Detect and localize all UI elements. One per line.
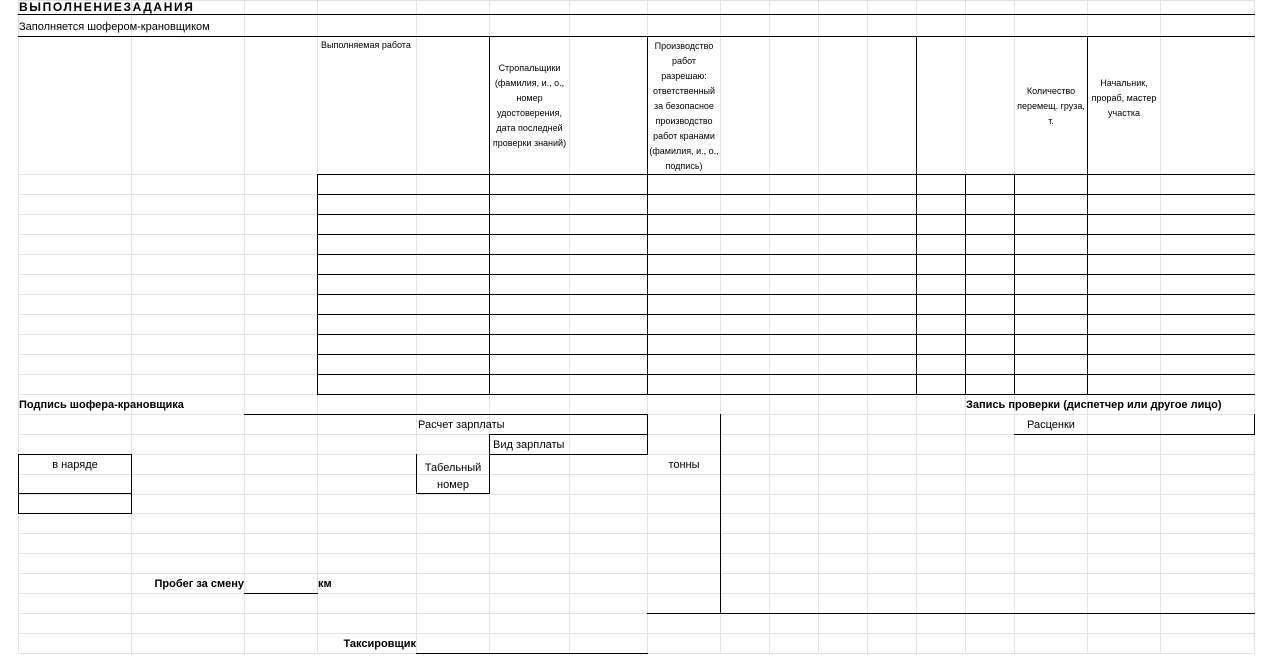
- rates-label: Расценки: [1027, 419, 1075, 431]
- gridline: [1254, 0, 1255, 654]
- border-line: [647, 613, 1255, 614]
- border-line: [317, 374, 1255, 375]
- border-line: [317, 334, 1255, 335]
- border-line: [489, 434, 490, 455]
- border-line: [18, 454, 132, 455]
- gridline: [18, 513, 1255, 514]
- in-order-field[interactable]: [19, 494, 131, 513]
- gridline: [18, 633, 1255, 634]
- border-line: [317, 174, 318, 395]
- border-line: [317, 294, 1255, 295]
- border-line: [317, 354, 1255, 355]
- border-line: [317, 314, 1255, 315]
- taxi-operator-field[interactable]: [417, 636, 647, 653]
- border-line: [317, 394, 1255, 395]
- border-line: [1014, 174, 1015, 395]
- border-line: [489, 434, 648, 435]
- in-order-label: в наряде: [52, 459, 98, 471]
- supervisor-header: Начальник, прораб, мастер участка: [1091, 78, 1157, 118]
- permission-header: Производство работ разрешаю: ответственный за безопасное производство работ кранами (фамилия, и., о., подпись): [649, 41, 719, 171]
- border-line: [317, 274, 1255, 275]
- border-line: [131, 454, 132, 514]
- gridline: [867, 0, 868, 654]
- work-header: Выполняемая работа: [321, 40, 411, 50]
- gridline: [18, 553, 1255, 554]
- border-line: [1014, 434, 1255, 435]
- gridline: [18, 494, 1255, 495]
- border-line: [18, 14, 1255, 15]
- border-line: [317, 234, 1255, 235]
- border-line: [317, 194, 1255, 195]
- gridline: [244, 0, 245, 654]
- gridline: [416, 0, 417, 654]
- border-line: [317, 174, 1255, 175]
- border-line: [916, 36, 917, 395]
- border-line: [1254, 414, 1255, 435]
- form-title: ВЫПОЛНЕНИЕЗАДАНИЯ: [19, 0, 195, 14]
- border-line: [317, 214, 1255, 215]
- border-line: [416, 653, 648, 654]
- quantity-header: Количество перемещ. груза, т.: [1017, 86, 1085, 126]
- gridline: [1160, 0, 1161, 654]
- gridline: [18, 593, 1255, 594]
- driver-signature-field[interactable]: [245, 396, 416, 414]
- gridline: [18, 0, 1255, 1]
- gridline: [131, 0, 132, 654]
- gridline: [18, 533, 1255, 534]
- mileage-label: Пробег за смену: [154, 578, 244, 590]
- border-line: [720, 414, 721, 614]
- border-line: [965, 174, 966, 395]
- tab-number-field[interactable]: [490, 455, 647, 493]
- mileage-field[interactable]: [245, 576, 317, 593]
- border-line: [244, 414, 417, 415]
- border-line: [18, 513, 132, 514]
- border-line: [416, 414, 648, 415]
- gridline: [769, 0, 770, 654]
- mileage-unit-label: км: [318, 578, 332, 590]
- border-line: [317, 254, 1255, 255]
- gridline: [18, 0, 19, 654]
- gridline: [818, 0, 819, 654]
- gridline: [569, 0, 570, 654]
- border-line: [244, 593, 318, 594]
- taxi-operator-label: Таксировщик: [343, 638, 416, 650]
- filled-by-label: Заполняется шофером-крановщиком: [19, 21, 210, 33]
- slingers-header: Стропальщики (фамилия, и., о., номер удостоверения, дата последней проверки знаний): [492, 63, 567, 148]
- tab-number-label: Табельный номер: [424, 462, 482, 491]
- gridline: [18, 573, 1255, 574]
- salary-calc-label: Расчет зарплаты: [418, 419, 505, 431]
- tons-label: тонны: [668, 459, 700, 471]
- border-line: [18, 36, 1255, 37]
- salary-type-label: Вид зарплаты: [493, 439, 565, 451]
- check-record-label: Запись проверки (диспетчер или другое лицо): [966, 399, 1222, 411]
- driver-signature-label: Подпись шофера-крановщика: [19, 399, 184, 411]
